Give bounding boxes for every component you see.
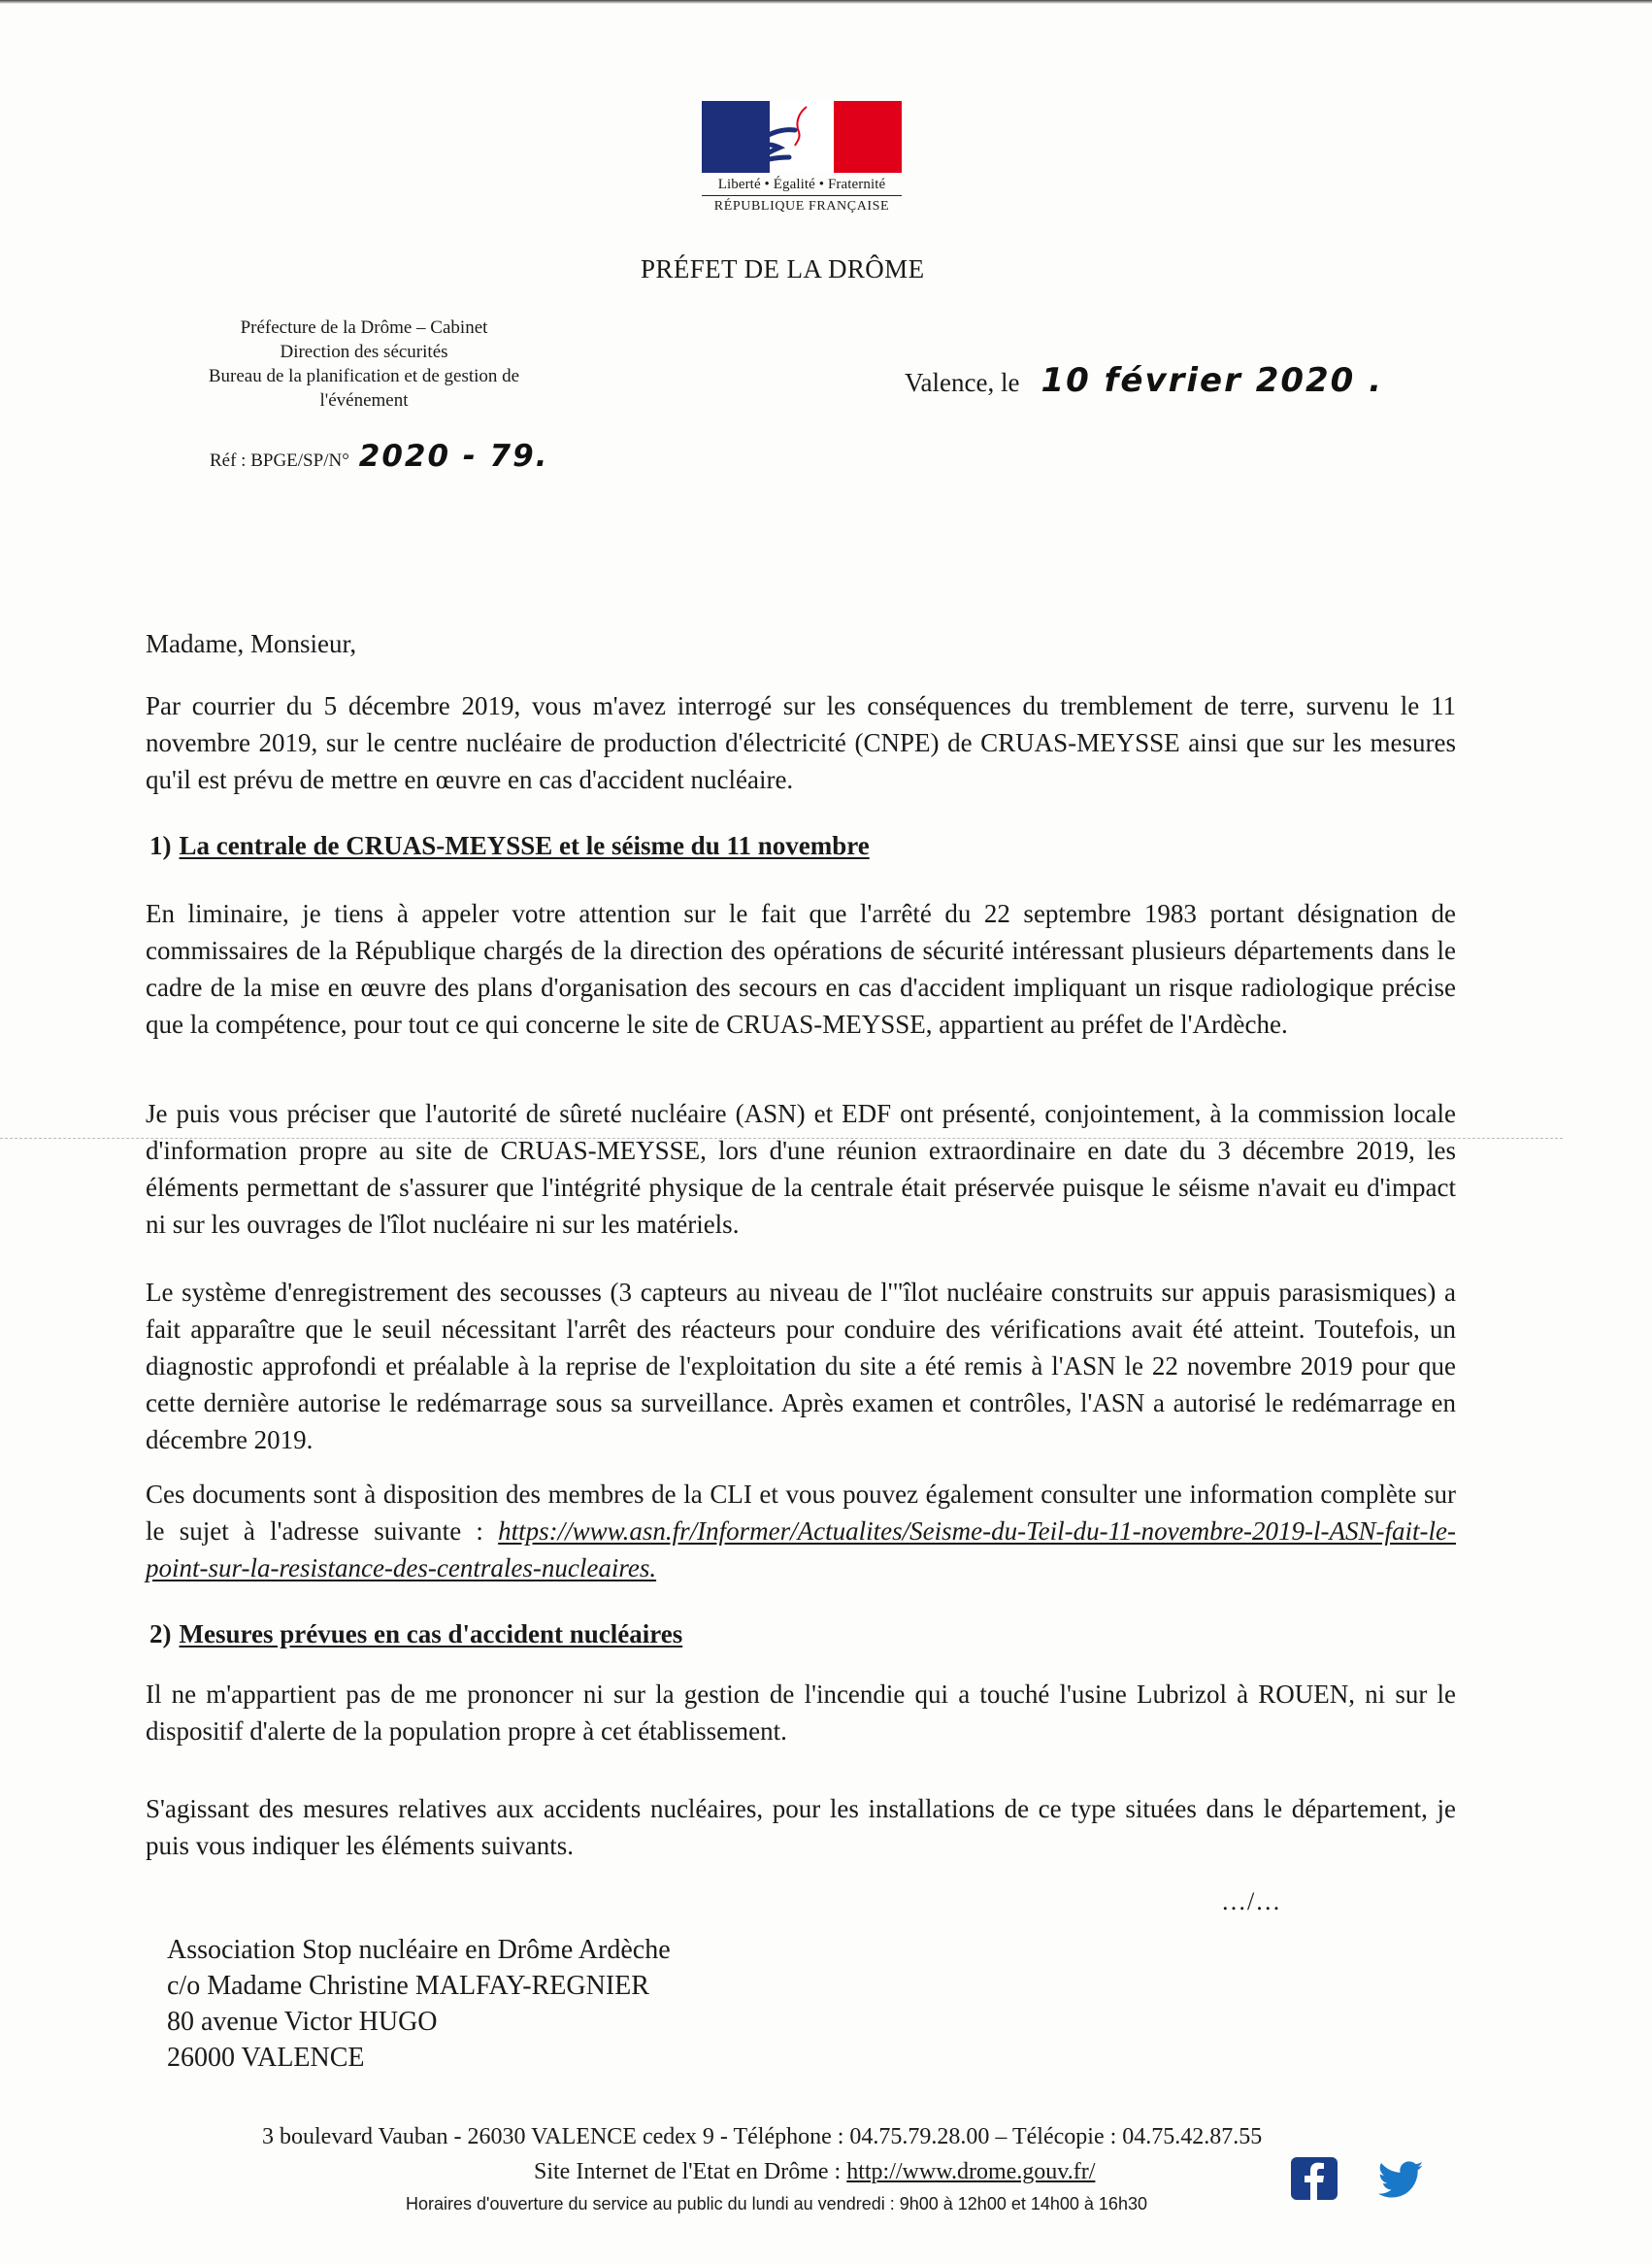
- motto-divider: [702, 195, 902, 196]
- paragraph: Par courrier du 5 décembre 2019, vous m'avez interrogé sur les conséquences du tremblement de terre, survenu le 11 novembre 2019, sur le centre nucléaire de production d'électricité (CNPE) de CRUAS-MEYSSE ainsi que sur les mesures qu'il est prévu de mettre en œuvre en cas d'accident nucléaire.: [146, 691, 1456, 794]
- paragraph: S'agissant des mesures relatives aux accidents nucléaires, pour les installations de ce type situées dans le département, je puis vous indiquer les éléments suivants.: [146, 1794, 1456, 1860]
- recipient-address: [167, 1932, 671, 2076]
- section-title: La centrale de CRUAS-MEYSSE et le séisme du 11 novembre: [179, 831, 870, 860]
- footer-site-label: Site Internet de l'Etat en Drôme :: [534, 2159, 842, 2184]
- footer-address: 3 boulevard Vauban - 26030 VALENCE cedex 9 - Téléphone : 04.75.79.28.00 – Télécopie : 04.75.42.87.55: [262, 2124, 1263, 2149]
- section-heading: [149, 1619, 682, 1649]
- sender-line: Préfecture de la Drôme – Cabinet: [240, 317, 488, 338]
- recipient-line: 80 avenue Victor HUGO: [167, 2007, 438, 2037]
- continuation-mark: …/…: [1221, 1887, 1282, 1915]
- recipient-line: c/o Madame Christine MALFAY-REGNIER: [167, 1971, 649, 2001]
- section-number: 2): [149, 1619, 172, 1648]
- recipient-line: Association Stop nucléaire en Drôme Ardèche: [167, 1935, 671, 1965]
- footer-site: [534, 2159, 1095, 2185]
- twitter-icon[interactable]: [1378, 2157, 1425, 2200]
- section-title: Mesures prévues en cas d'accident nucléaires: [179, 1619, 683, 1648]
- footer-hours: Horaires d'ouverture du service au public du lundi au vendredi : 9h00 à 12h00 et 14h00 à 16h30: [406, 2194, 1147, 2213]
- paragraph: Il ne m'appartient pas de me prononcer ni sur la gestion de l'incendie qui a touché l'usine Lubrizol à ROUEN, ni sur le dispositif d'alerte de la population propre à cet établissement.: [146, 1680, 1456, 1746]
- paragraph: Je puis vous préciser que l'autorité de sûreté nucléaire (ASN) et EDF ont présenté, conjointement, à la commission locale d'information propre au site de CRUAS-MEYSSE, lors d'une réunion extraordinaire en date du 3 décembre 2019, les éléments permettant de s'assurer que l'intégrité physique de la centrale était préservée puisque le séisme n'avait eu d'impact ni sur les ouvrages de l'îlot nucléaire ni sur les matériels.: [146, 1099, 1456, 1239]
- paragraph: [146, 1476, 1456, 1586]
- date-handwritten: 10 février 2020 .: [1041, 361, 1384, 400]
- reference-number-handwritten: 2020 - 79.: [358, 439, 549, 474]
- section-heading: [149, 831, 870, 861]
- date-label: Valence, le: [905, 368, 1020, 397]
- reference-label: Réf : BPGE/SP/N°: [210, 450, 349, 471]
- salutation: Madame, Monsieur,: [146, 629, 357, 658]
- paragraph-text: Ces documents sont à disposition des membres de la CLI et vous pouvez également consulter une information complète sur le sujet à l'adresse suivante :: [146, 1480, 1456, 1546]
- sender-line: l'événement: [319, 390, 409, 411]
- republic-motto: Liberté • Égalité • Fraternité: [717, 177, 886, 192]
- republic-name: RÉPUBLIQUE FRANÇAISE: [713, 199, 890, 214]
- letterhead-logo: [685, 101, 918, 215]
- paragraph: En liminaire, je tiens à appeler votre attention sur le fait que l'arrêté du 22 septembre 1983 portant désignation de commissaires de la République chargés de la direction des opérations de sécurité intéressant plusieurs départements dans le cadre de la mise en œuvre des plans d'organisation des secours en cas d'accident impliquant un risque radiologique précise que la compétence, pour tout ce qui concerne le site de CRUAS-MEYSSE, appartient au préfet de l'Ardèche.: [146, 899, 1456, 1039]
- scan-top-edge: [0, 0, 1652, 4]
- date-line: [905, 361, 1383, 400]
- paragraph: Le système d'enregistrement des secousses (3 capteurs au niveau de l'"îlot nucléaire construits sur appuis parasismiques) a fait apparaître que le seuil nécessitant l'arrêt des réacteurs pour conduire des vérifications avait été atteint. Toutefois, un diagnostic approfondi et préalable à la reprise de l'exploitation du site a été remis à l'ASN le 22 novembre 2019 pour que cette dernière autorise le redémarrage sous sa surveillance. Après examen et contrôles, l'ASN a autorisé le redémarrage en décembre 2019.: [146, 1278, 1456, 1454]
- reference-line: [210, 439, 548, 474]
- recipient-line: 26000 VALENCE: [167, 2043, 365, 2073]
- marianne-logo-icon: [702, 101, 902, 173]
- sender-block: [155, 316, 573, 413]
- facebook-icon[interactable]: [1291, 2157, 1338, 2200]
- sender-line: Direction des sécurités: [280, 342, 448, 362]
- asn-link[interactable]: https://www.asn.fr/Informer/Actualites/Seisme-du-Teil-du-11-novembre-2019-l-ASN-fait-le-point-sur-la-resistance-des-centrales-nucleaires.: [146, 1516, 1456, 1582]
- sender-line: Bureau de la planification et de gestion de: [208, 366, 520, 386]
- footer-site-link[interactable]: http://www.drome.gouv.fr/: [846, 2159, 1096, 2184]
- prefet-title: PRÉFET DE LA DRÔME: [641, 254, 925, 283]
- section-number: 1): [149, 831, 172, 860]
